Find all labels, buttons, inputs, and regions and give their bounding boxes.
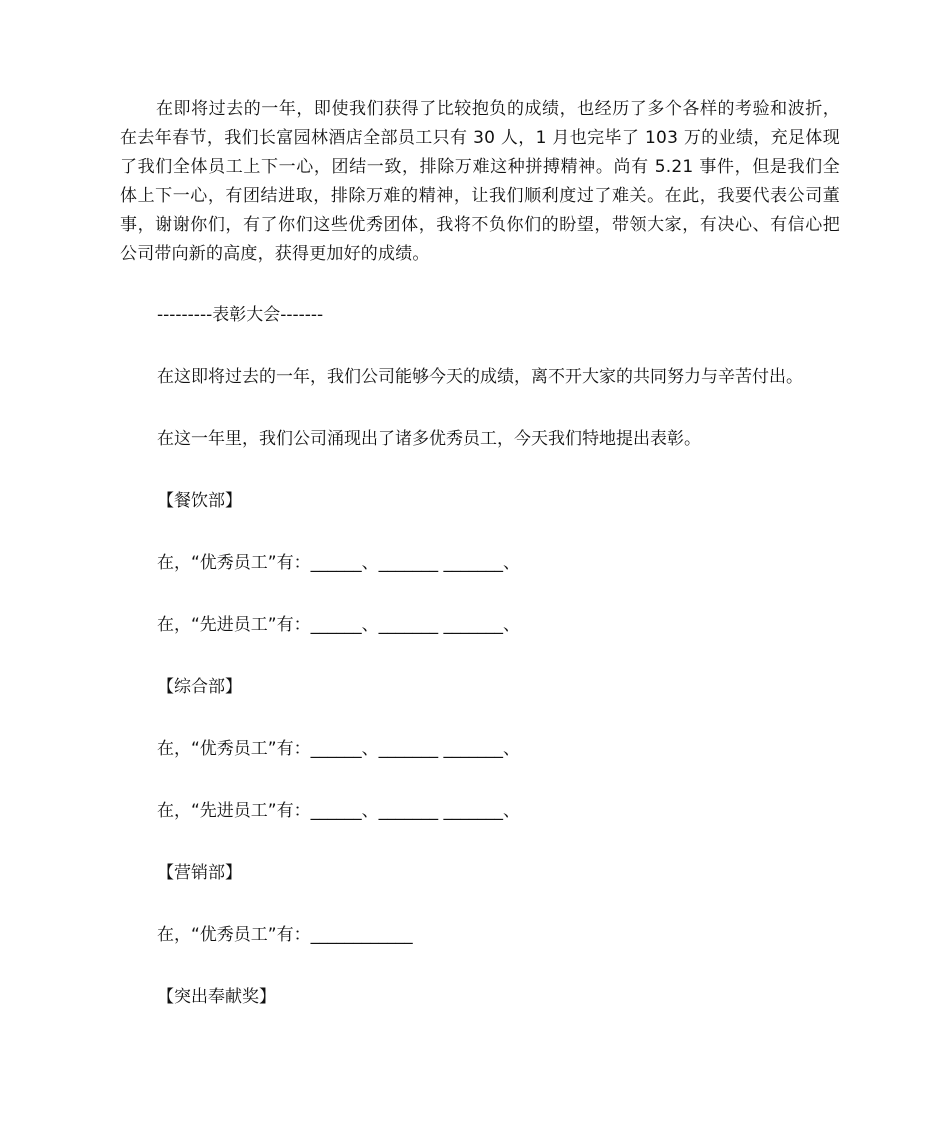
thanks-paragraph: 在这即将过去的一年，我们公司能够今天的成绩，离不开大家的共同努力与辛苦付出。 [157,367,803,387]
dept-heading-general: 【综合部】 [157,677,242,697]
ceremony-heading: ---------表彰大会------- [157,305,324,325]
award-heading-contribution: 【突出奉献奖】 [157,987,276,1007]
general-outstanding-line: 在，“优秀员工”有：______、_______ _______、 [157,739,521,759]
recognition-paragraph: 在这一年里，我们公司涌现出了诸多优秀员工，今天我们特地提出表彰。 [157,429,701,449]
dept-heading-catering: 【餐饮部】 [157,491,242,511]
dept-heading-marketing: 【营销部】 [157,863,242,883]
catering-outstanding-line: 在，“优秀员工”有：______、_______ _______、 [157,553,521,573]
intro-paragraph: 在即将过去的一年，即使我们获得了比较抱负的成绩，也经历了多个各样的考验和波折，在去年春节，我们长富园林酒店全部员工只有 30 人，1 月也完毕了 103 万的业绩，充足体现了我们全体员工上下一心，团结一致，排除万难这种拼搏精神。尚有 5.21 事件，但是我们全体上下一心，有团结进取，排除万难的精神，让我们顺利度过了难关。在此，我要代表公司董事，谢谢你们，有了你们这些优秀团体，我将不负你们的盼望，带领大家，有决心、有信心把公司带向新的高度，获得更加好的成绩。 [120,99,840,264]
general-advanced-line: 在，“先进员工”有：______、_______ _______、 [157,801,521,821]
catering-advanced-line: 在，“先进员工”有：______、_______ _______、 [157,615,521,635]
marketing-outstanding-line: 在，“优秀员工”有：____________ [157,925,413,945]
